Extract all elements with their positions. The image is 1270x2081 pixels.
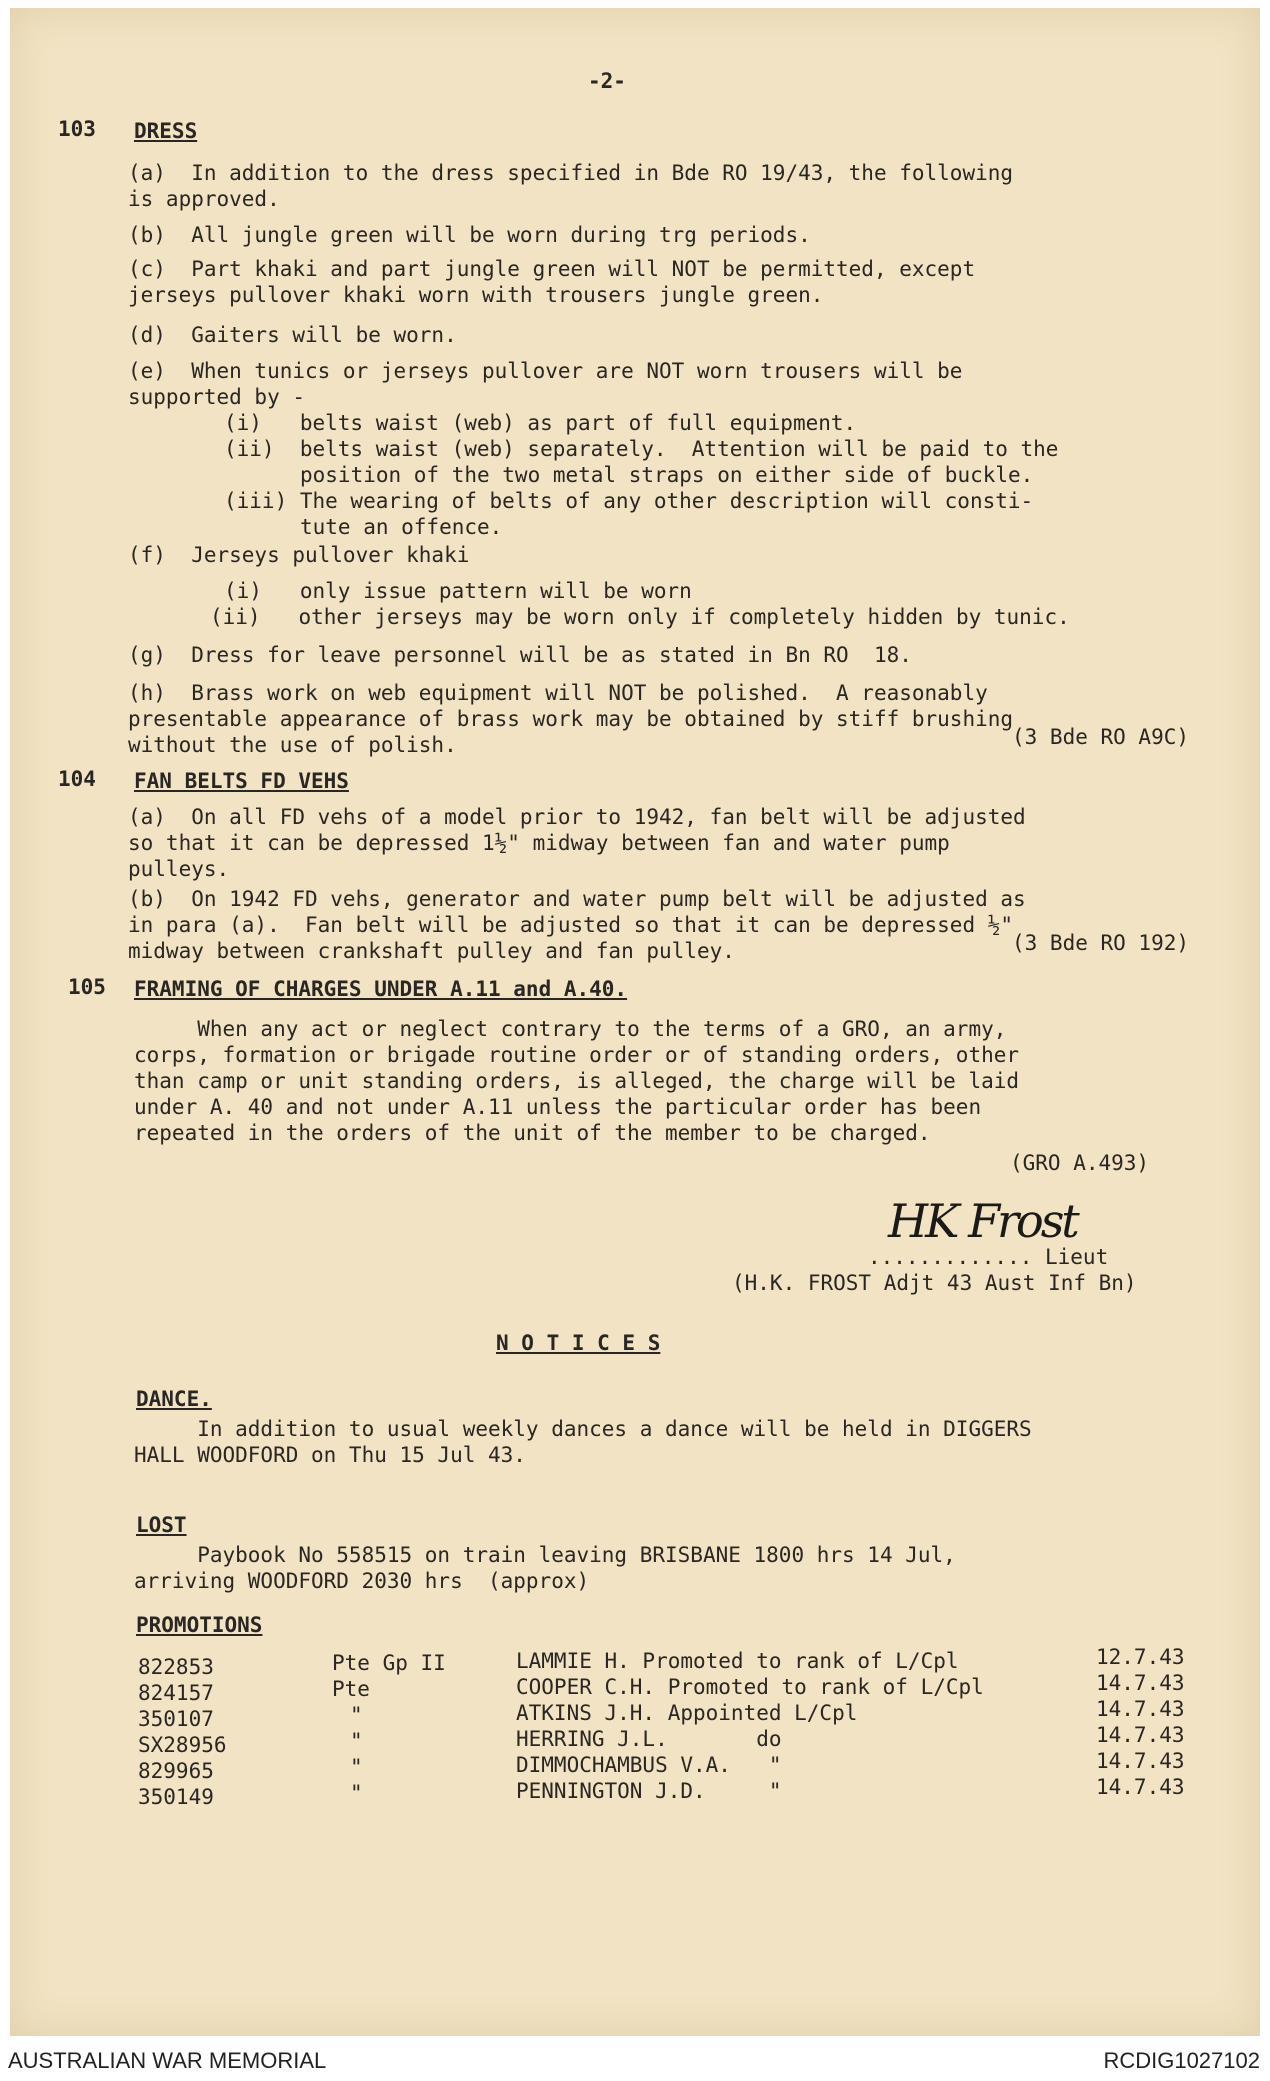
archive-footer	[0, 2040, 1270, 2081]
promotion-text: PENNINGTON J.D. "	[516, 1779, 782, 1803]
item-105-number: 105	[68, 975, 106, 999]
notice-dance-line2: HALL WOODFORD on Thu 15 Jul 43.	[134, 1443, 526, 1467]
item-103-para-e-ii-line2: position of the two metal straps on either side of buckle.	[300, 463, 1034, 487]
promotion-date: 14.7.43	[1096, 1749, 1185, 1773]
promotion-text: COOPER C.H. Promoted to rank of L/Cpl	[516, 1675, 984, 1699]
notice-lost-heading: LOST	[136, 1513, 187, 1537]
item-103-para-e-ii-line1: (ii) belts waist (web) separately. Attention will be paid to the	[224, 437, 1059, 461]
promotion-text: LAMMIE H. Promoted to rank of L/Cpl	[516, 1649, 959, 1673]
item-103-para-e-iii-line2: tute an offence.	[300, 515, 503, 539]
item-105-line5: repeated in the orders of the unit of the member to be charged.	[134, 1121, 931, 1145]
item-104-para-a-line3: pulleys.	[128, 857, 230, 881]
item-103-para-b: (b) All jungle green will be worn during trg periods.	[128, 223, 811, 247]
page-number: -2-	[588, 69, 626, 93]
item-105-heading: FRAMING OF CHARGES UNDER A.11 and A.40.	[134, 977, 628, 1001]
item-103-para-f-ii: (ii) other jerseys may be worn only if completely hidden by tunic.	[210, 605, 1070, 629]
rank: Pte	[332, 1677, 370, 1701]
item-105-line1: When any act or neglect contrary to the terms of a GRO, an army,	[134, 1017, 1007, 1041]
footer-record-id: RCDIG1027102	[1103, 2048, 1260, 2073]
item-103-para-h-line2: presentable appearance of brass work may be obtained by stiff brushing	[128, 707, 1014, 731]
item-103-para-f-i: (i) only issue pattern will be worn	[224, 579, 692, 603]
item-103-para-h-line3: without the use of polish.	[128, 733, 457, 757]
rank: "	[350, 1755, 363, 1779]
handwritten-signature: HK Frost	[888, 1194, 1077, 1248]
item-103-para-e-i: (i) belts waist (web) as part of full equipment.	[224, 411, 857, 435]
notice-dance-heading: DANCE.	[136, 1387, 212, 1411]
item-103-para-e-line2: supported by -	[128, 385, 306, 409]
item-103-para-a-line1: (a) In addition to the dress specified in Bde RO 19/43, the following	[128, 161, 1014, 185]
signature-name-line: (H.K. FROST Adjt 43 Aust Inf Bn)	[732, 1271, 1137, 1295]
item-105-line3: than camp or unit standing orders, is alleged, the charge will be laid	[134, 1069, 1020, 1093]
service-number: 824157	[138, 1681, 214, 1705]
item-105-reference: (GRO A.493)	[1010, 1151, 1150, 1175]
item-103-number: 103	[58, 117, 96, 141]
notice-promotions-heading: PROMOTIONS	[136, 1613, 263, 1637]
service-number: 829965	[138, 1759, 214, 1783]
promotion-text: ATKINS J.H. Appointed L/Cpl	[516, 1701, 858, 1725]
rank: "	[350, 1703, 363, 1727]
item-103-para-c-line2: jerseys pullover khaki worn with trousers jungle green.	[128, 283, 824, 307]
item-105-line4: under A. 40 and not under A.11 unless the particular order has been	[134, 1095, 982, 1119]
item-104-para-b-line2: in para (a). Fan belt will be adjusted so that it can be depressed ½"	[128, 913, 1014, 937]
promotion-date: 14.7.43	[1096, 1775, 1185, 1799]
item-103-para-a-line2: is approved.	[128, 187, 280, 211]
promotion-date: 14.7.43	[1096, 1671, 1185, 1695]
promotion-text: DIMMOCHAMBUS V.A. "	[516, 1753, 782, 1777]
rank: Pte Gp II	[332, 1651, 446, 1675]
item-104-reference: (3 Bde RO 192)	[1012, 931, 1190, 955]
notice-lost-line2: arriving WOODFORD 2030 hrs (approx)	[134, 1569, 590, 1593]
item-104-para-b-line3: midway between crankshaft pulley and fan pulley.	[128, 939, 735, 963]
item-105-line2: corps, formation or brigade routine order or of standing orders, other	[134, 1043, 1020, 1067]
notice-dance-line1: In addition to usual weekly dances a dance will be held in DIGGERS	[134, 1417, 1032, 1441]
promotion-text: HERRING J.L. do	[516, 1727, 782, 1751]
signature-rank-line: ............. Lieut	[868, 1245, 1109, 1269]
item-103-para-c-line1: (c) Part khaki and part jungle green will NOT be permitted, except	[128, 257, 976, 281]
promotion-date: 14.7.43	[1096, 1697, 1185, 1721]
service-number: 822853	[138, 1655, 214, 1679]
item-103-para-d: (d) Gaiters will be worn.	[128, 323, 457, 347]
item-103-para-f: (f) Jerseys pullover khaki	[128, 543, 470, 567]
rank: "	[350, 1729, 363, 1753]
item-104-para-b-line1: (b) On 1942 FD vehs, generator and water pump belt will be adjusted as	[128, 887, 1026, 911]
promotion-date: 14.7.43	[1096, 1723, 1185, 1747]
item-103-para-g: (g) Dress for leave personnel will be as stated in Bn RO 18.	[128, 643, 912, 667]
service-number: 350107	[138, 1707, 214, 1731]
notice-lost-line1: Paybook No 558515 on train leaving BRISBANE 1800 hrs 14 Jul,	[134, 1543, 956, 1567]
footer-institution: AUSTRALIAN WAR MEMORIAL	[8, 2048, 327, 2073]
item-104-para-a-line1: (a) On all FD vehs of a model prior to 1942, fan belt will be adjusted	[128, 805, 1026, 829]
item-104-heading: FAN BELTS FD VEHS	[134, 769, 349, 793]
promotion-date: 12.7.43	[1096, 1645, 1185, 1669]
service-number: 350149	[138, 1785, 214, 1809]
item-103-para-e-iii-line1: (iii) The wearing of belts of any other description will consti-	[224, 489, 1034, 513]
service-number: SX28956	[138, 1733, 227, 1757]
item-104-para-a-line2: so that it can be depressed 1½" midway between fan and water pump	[128, 831, 950, 855]
item-103-para-e-line1: (e) When tunics or jerseys pullover are NOT worn trousers will be	[128, 359, 963, 383]
item-103-heading: DRESS	[134, 119, 198, 143]
typewritten-page	[10, 8, 1260, 2036]
item-103-reference: (3 Bde RO A9C)	[1012, 725, 1190, 749]
item-104-number: 104	[58, 767, 96, 791]
notices-title: N O T I C E S	[496, 1331, 661, 1355]
rank: "	[350, 1781, 363, 1805]
item-103-para-h-line1: (h) Brass work on web equipment will NOT be polished. A reasonably	[128, 681, 988, 705]
